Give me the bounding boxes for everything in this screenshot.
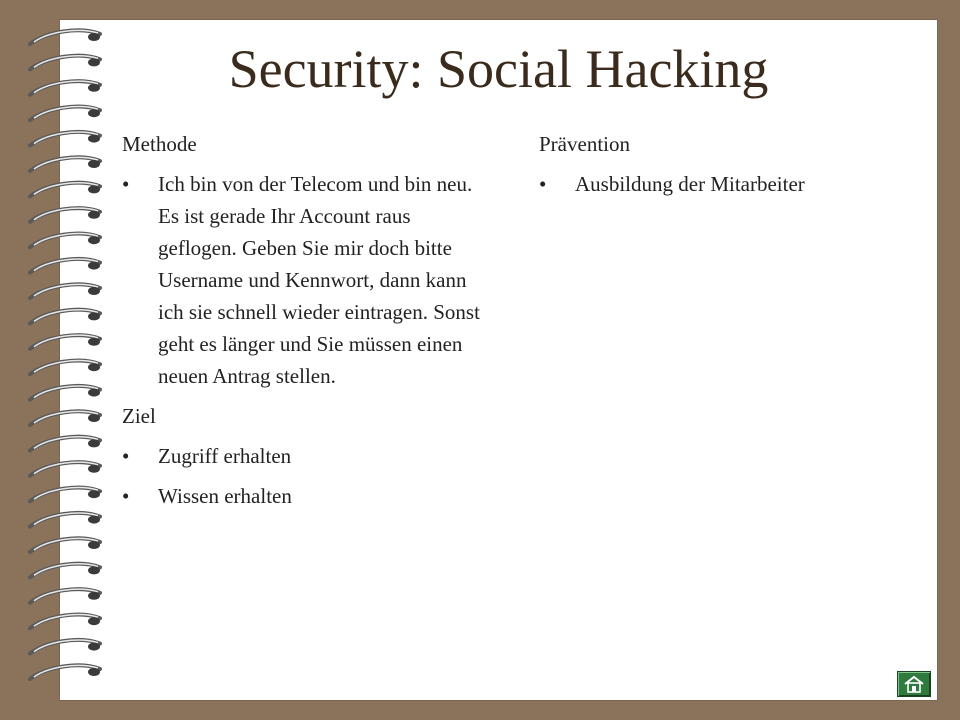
method-heading: Methode (122, 132, 197, 156)
bullet-icon: • (122, 444, 130, 468)
right-column (539, 128, 919, 208)
method-list (122, 168, 492, 392)
binding-hole (88, 592, 100, 600)
binding-hole (88, 516, 100, 524)
home-icon (903, 675, 925, 693)
binding-hole (88, 338, 100, 346)
list-item (122, 168, 492, 392)
binding-hole (88, 389, 100, 397)
list-item (122, 480, 492, 512)
binding-hole (88, 160, 100, 168)
home-button[interactable] (897, 671, 931, 697)
goal-bullet-text: Wissen erhalten (158, 484, 292, 508)
binding-hole (88, 643, 100, 651)
binding-hole (88, 668, 100, 676)
binding-hole (88, 465, 100, 473)
binding-hole (88, 109, 100, 117)
binding-hole (88, 312, 100, 320)
goal-heading: Ziel (122, 404, 156, 428)
binding-hole (88, 363, 100, 371)
binding-hole (88, 185, 100, 193)
spiral-binding-icon (0, 0, 130, 720)
binding-hole (88, 262, 100, 270)
binding-hole (88, 490, 100, 498)
bullet-icon: • (122, 172, 130, 196)
prevention-heading: Prävention (539, 132, 630, 156)
binding-hole (88, 439, 100, 447)
list-item (122, 440, 492, 472)
list-item (539, 168, 919, 200)
binding-hole (88, 566, 100, 574)
bullet-icon: • (122, 484, 130, 508)
slide-title: Security: Social Hacking (228, 39, 769, 99)
binding-hole (88, 414, 100, 422)
binding-hole (88, 287, 100, 295)
binding-hole (88, 236, 100, 244)
binding-hole (88, 541, 100, 549)
bullet-icon: • (539, 172, 547, 196)
goal-bullet-text: Zugriff erhalten (158, 444, 292, 468)
method-bullet-text: Ich bin von der Telecom und bin neu. Es ist gerade Ihr Account raus geflogen. Geben Sie mir doch bitte Username und Kennwort, dann kann ich sie schnell wieder eintragen. Sonst geht es länger und Sie müssen einen neuen Antrag stellen. (158, 172, 480, 388)
goal-list (122, 440, 492, 512)
left-column (122, 128, 492, 520)
prevention-list (539, 168, 919, 200)
binding-hole (88, 135, 100, 143)
binding-hole (88, 617, 100, 625)
prevention-bullet-text: Ausbildung der Mitarbeiter (575, 172, 805, 196)
binding-hole (88, 211, 100, 219)
